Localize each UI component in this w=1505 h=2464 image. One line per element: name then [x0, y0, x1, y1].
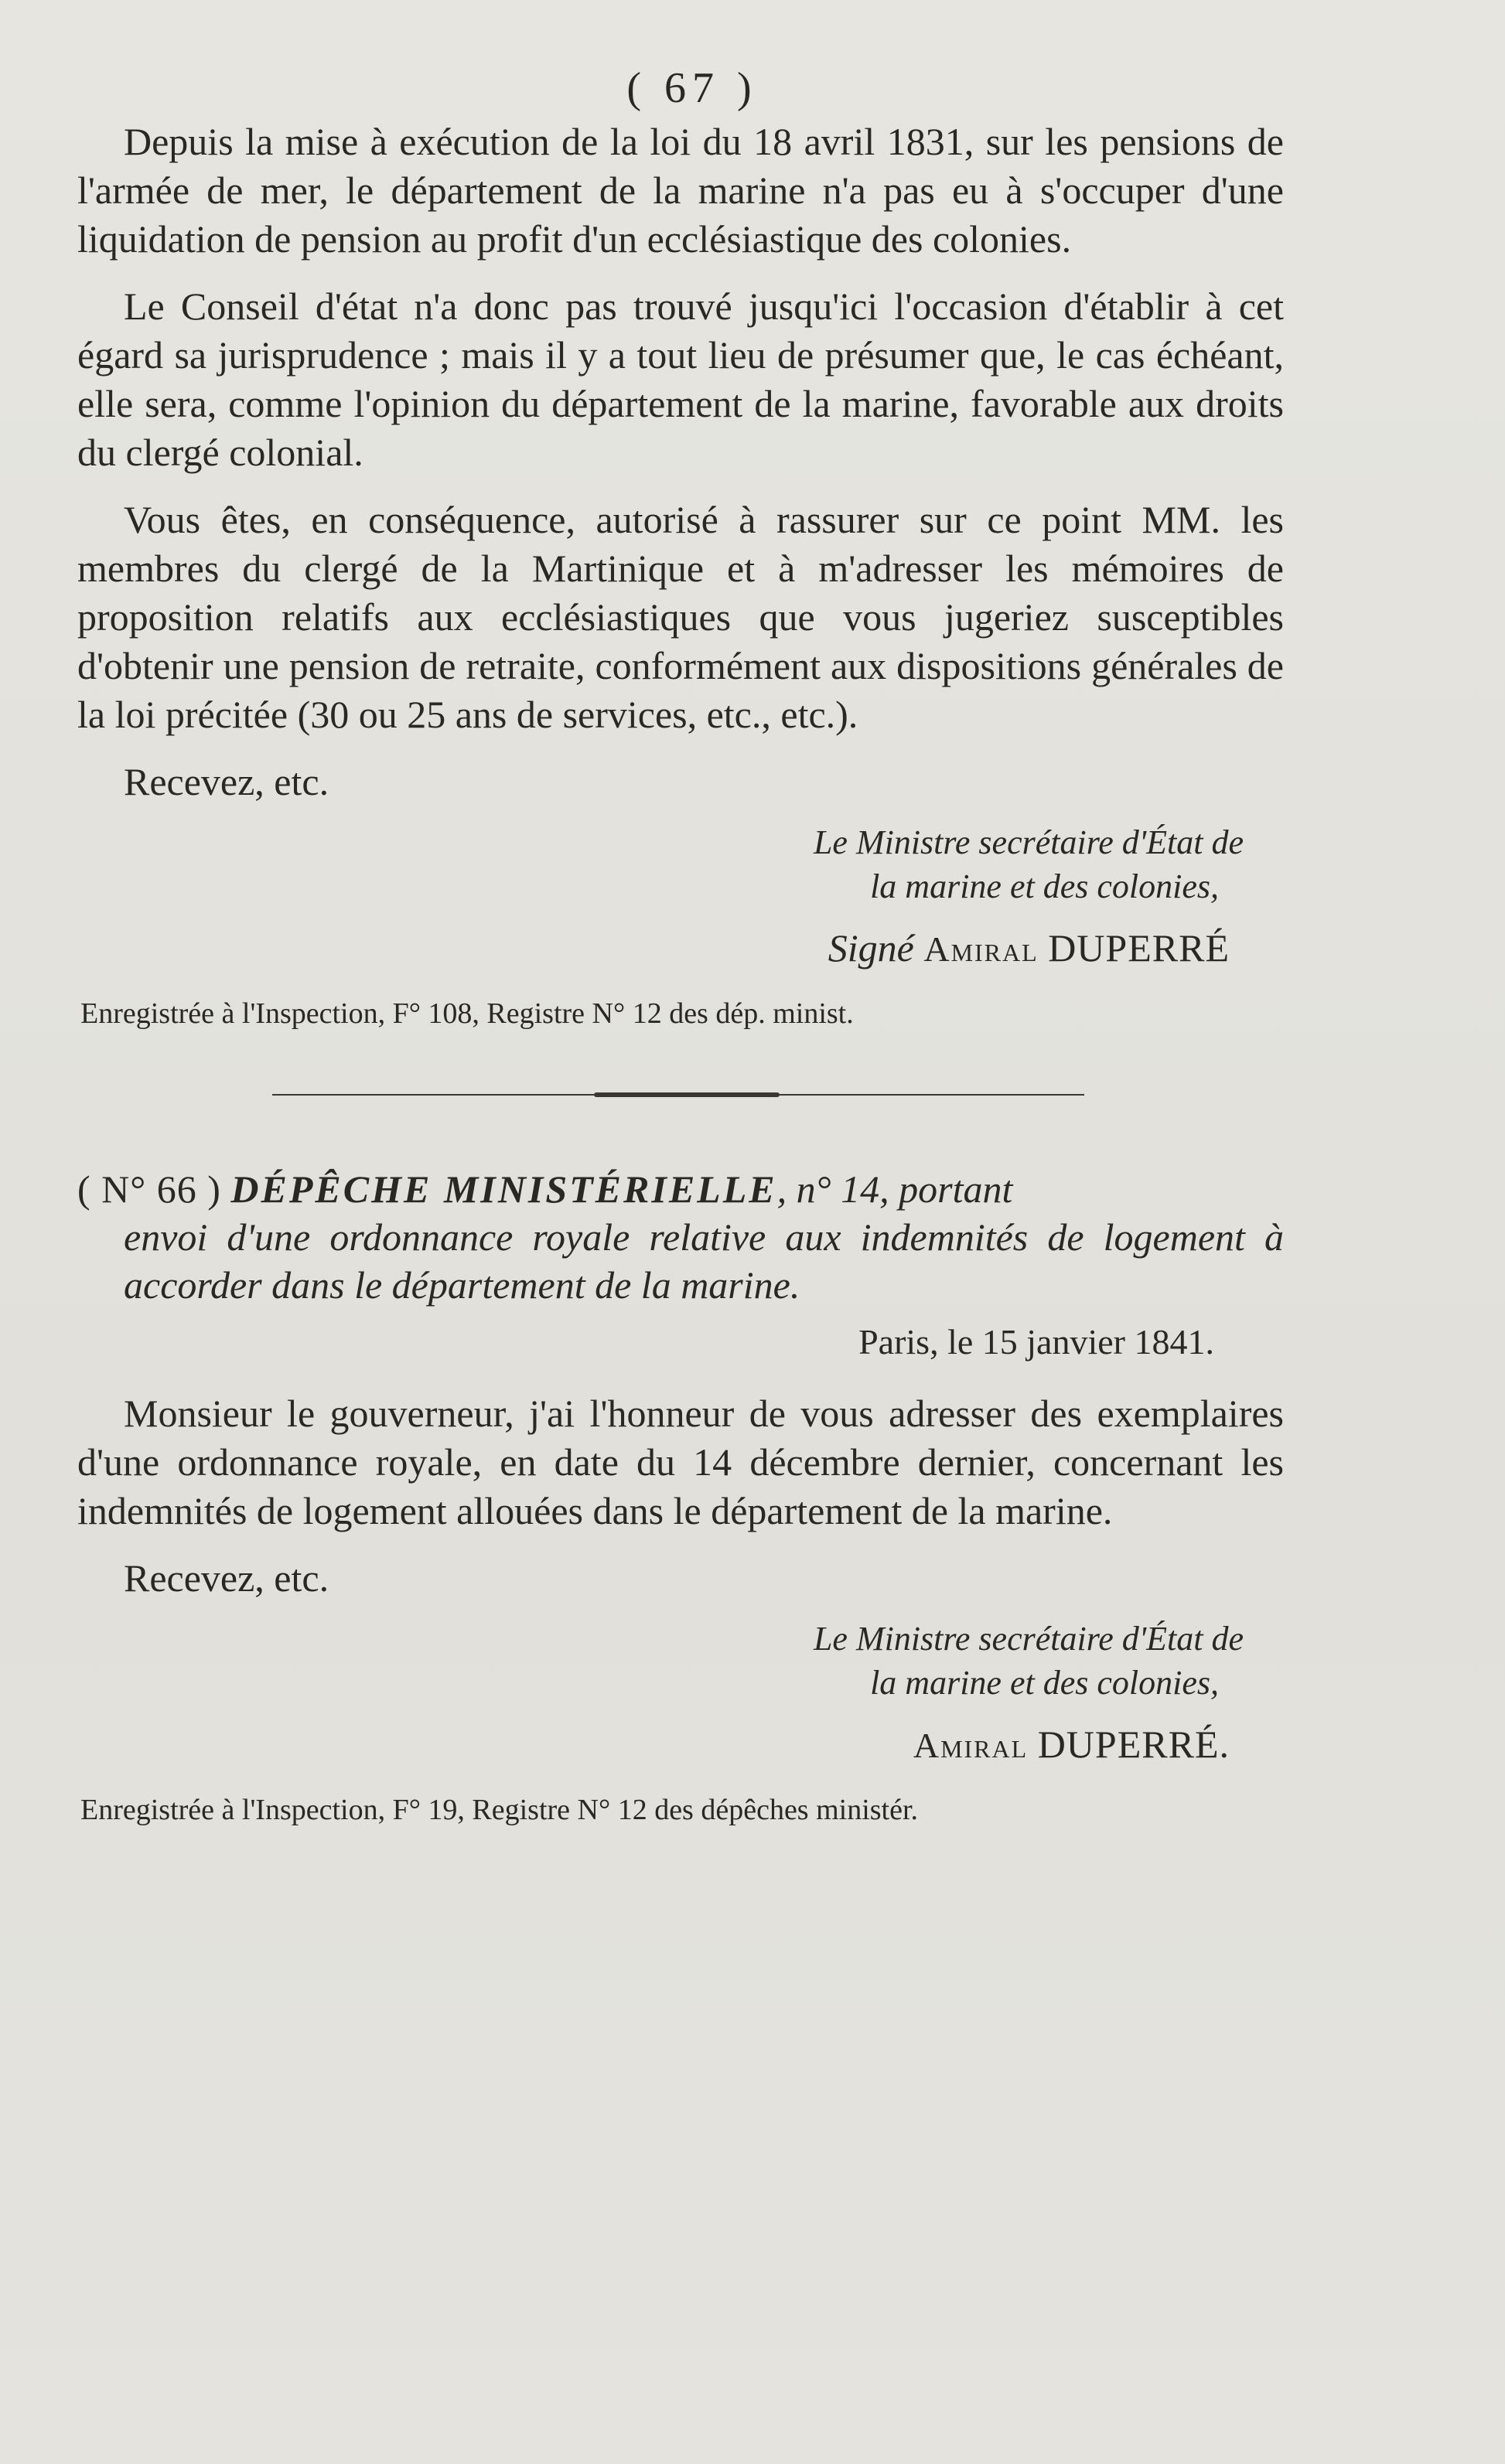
signer-rank: Amiral: [923, 929, 1039, 969]
dispatch-number: ( N° 66 ): [77, 1167, 221, 1211]
signature-title: [77, 1617, 1284, 1705]
paragraph: Le Conseil d'état n'a donc pas trouvé jusqu'ici l'occasion d'établir à cet égard sa jurisprudence ; mais il y a tout lieu de présumer que, le cas échéant, elle sera, comme l'opinion du département de la marine, favorable aux droits du clergé colonial.: [77, 285, 1284, 474]
ministerial-dispatch: [77, 1165, 1284, 1830]
registration-note: Enregistrée à l'Inspection, F° 19, Registre N° 12 des dépêches ministér.: [80, 1794, 919, 1826]
page-content: [77, 63, 1284, 1830]
signature-title-line: la marine et des colonies,: [870, 1664, 1219, 1702]
registration-note: Enregistrée à l'Inspection, F° 108, Registre N° 12 des dép. minist.: [80, 997, 854, 1030]
signature: [77, 1717, 1284, 1773]
signer-name: DUPERRÉ.: [1037, 1723, 1230, 1766]
divider-ornament: [594, 1092, 780, 1097]
dispatch-heading: [77, 1165, 1284, 1309]
section-divider: [77, 1091, 1284, 1099]
salutation: Recevez, etc.: [124, 1556, 329, 1600]
paragraph: Depuis la mise à exécution de la loi du 18 avril 1831, sur les pensions de l'armée de mer, le département de la marine n'a pas eu à s'occuper d'une liquidation de pension au profit d'un ecclésiastique des colonies.: [77, 120, 1284, 261]
signature-title: [77, 820, 1284, 908]
signature: [77, 921, 1284, 976]
letter-continuation: [77, 118, 1284, 1034]
signature-title-line: la marine et des colonies,: [870, 867, 1219, 905]
signed-word: Signé: [828, 926, 914, 970]
salutation: Recevez, etc.: [124, 760, 329, 803]
dispatch-subtitle: , n° 14, portant: [776, 1167, 1013, 1211]
dispatch-date: Paris, le 15 janvier 1841.: [858, 1322, 1214, 1362]
signer-name: DUPERRÉ: [1048, 926, 1230, 970]
dispatch-title: DÉPÊCHE MINISTÉRIELLE: [230, 1167, 777, 1211]
signature-title-line: Le Ministre secrétaire d'État de: [813, 1620, 1244, 1658]
signature-title-line: Le Ministre secrétaire d'État de: [813, 823, 1244, 861]
dispatch-subtitle-continued: envoi d'une ordonnance royale relative aux indemnités de logement à accorder dans le département de la marine.: [124, 1215, 1284, 1307]
page-number: ( 67 ): [626, 64, 758, 112]
signer-rank: Amiral: [913, 1726, 1029, 1765]
paragraph: Monsieur le gouverneur, j'ai l'honneur de vous adresser des exemplaires d'une ordonnance royale, en date du 14 décembre dernier, concernant les indemnités de logement allouées dans le département de la marine.: [77, 1392, 1284, 1532]
paragraph: Vous êtes, en conséquence, autorisé à rassurer sur ce point MM. les membres du clergé de la Martinique et à m'adresser les mémoires de proposition relatifs aux ecclésiastiques que vous jugeriez susceptibles d'obtenir une pension de retraite, conformément aux dispositions générales de la loi précitée (30 ou 25 ans de services, etc., etc.).: [77, 498, 1284, 736]
